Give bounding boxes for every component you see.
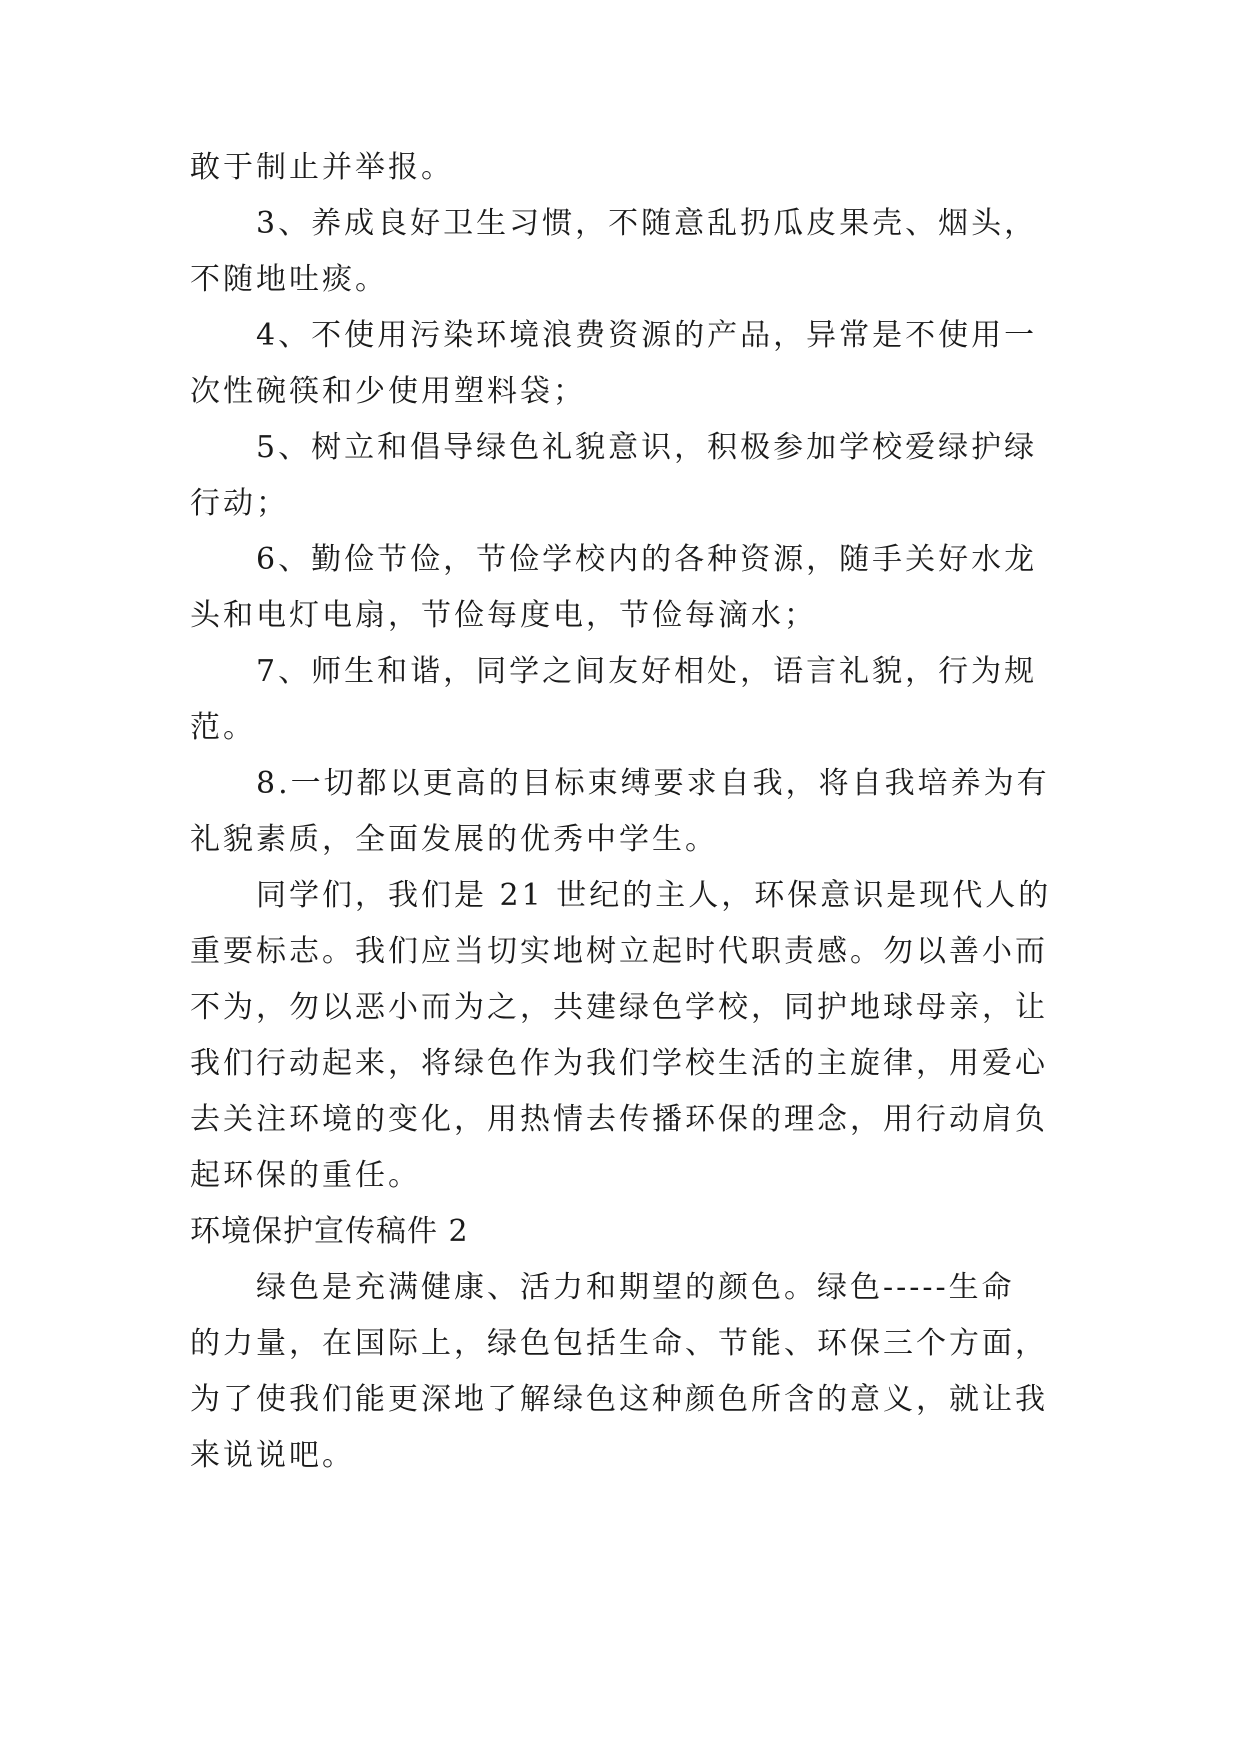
text-line: 不随地吐痰。 [190,262,388,297]
text-line: 起环保的重任。 [190,1158,421,1193]
text-line: 不为，勿以恶小而为之，共建绿色学校，同护地球母亲，让 [190,990,1048,1025]
text-line: 去关注环境的变化，用热情去传播环保的理念，用行动肩负 [190,1102,1048,1137]
text-line: 来说说吧。 [190,1438,355,1473]
text-line: 的力量，在国际上，绿色包括生命、节能、环保三个方面， [190,1326,1048,1361]
text-line: 礼貌素质，全面发展的优秀中学生。 [190,822,718,857]
paragraph-start: 同学们，我们是 21 世纪的主人，环保意识是现代人的 [256,878,1052,913]
list-item-5: 5、树立和倡导绿色礼貌意识，积极参加学校爱绿护绿 [256,430,1038,465]
paragraph-start: 绿色是充满健康、活力和期望的颜色。绿色-----生命 [256,1270,1015,1305]
text-line: 行动； [190,486,289,521]
text-line: 我们行动起来，将绿色作为我们学校生活的主旋律，用爱心 [190,1046,1048,1081]
list-item-7: 7、师生和谐，同学之间友好相处，语言礼貌，行为规 [256,654,1038,689]
list-item-6: 6、勤俭节俭，节俭学校内的各种资源，随手关好水龙 [256,542,1038,577]
text-line: 次性碗筷和少使用塑料袋； [190,374,586,409]
text-line: 范。 [190,710,256,745]
list-item-3: 3、养成良好卫生习惯，不随意乱扔瓜皮果壳、烟头， [256,206,1038,241]
text-line: 重要标志。我们应当切实地树立起时代职责感。勿以善小而 [190,934,1048,969]
text-line: 为了使我们能更深地了解绿色这种颜色所含的意义，就让我 [190,1382,1048,1417]
list-item-4: 4、不使用污染环境浪费资源的产品，异常是不使用一 [256,318,1038,353]
list-item-8: 8.一切都以更高的目标束缚要求自我，将自我培养为有 [256,766,1050,801]
text-line: 头和电灯电扇，节俭每度电，节俭每滴水； [190,598,817,633]
section-heading: 环境保护宣传稿件 2 [190,1214,469,1249]
text-line: 敢于制止并举报。 [190,150,454,185]
